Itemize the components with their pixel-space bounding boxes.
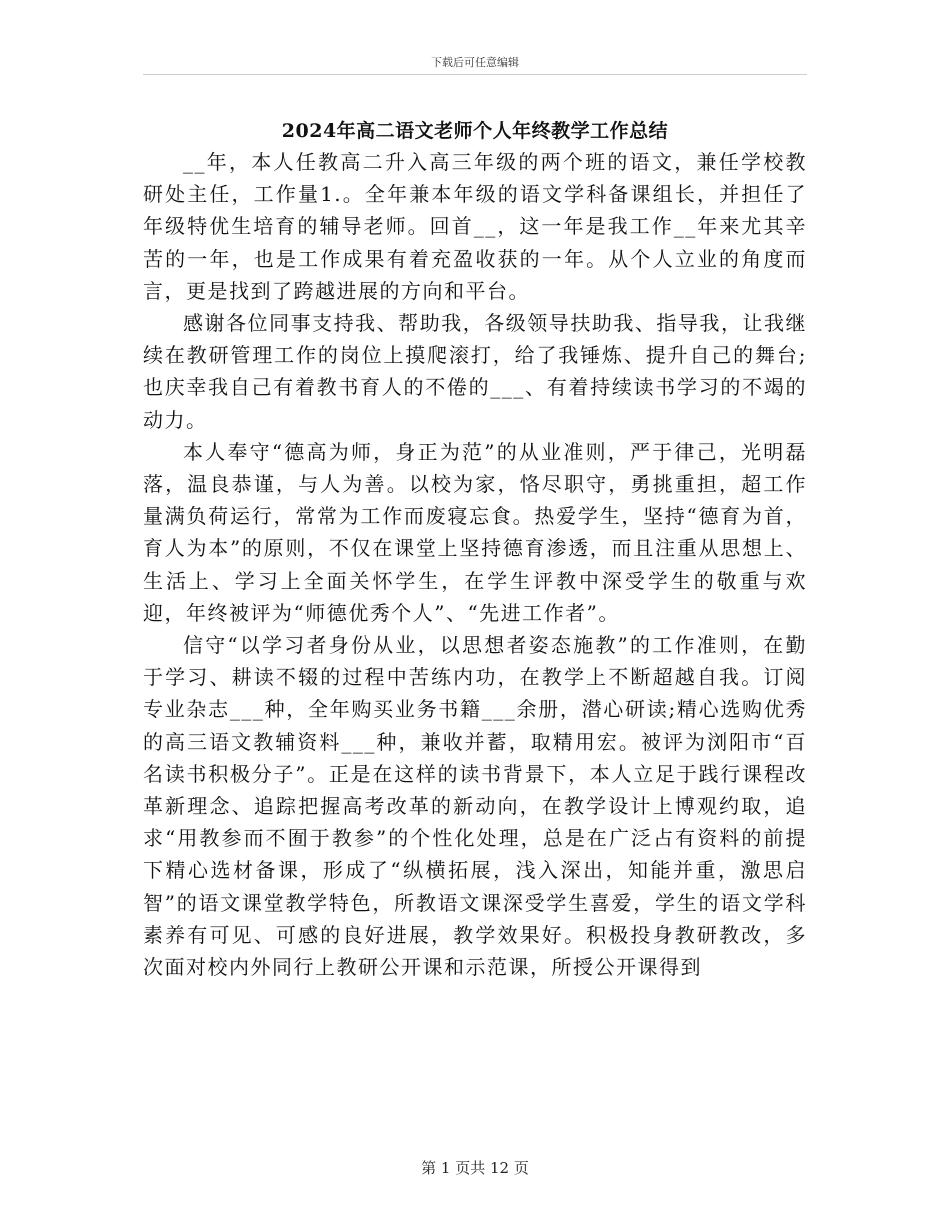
paragraph-1: __年，本人任教高二升入高三年级的两个班的语文，兼任学校教研处主任，工作量1.。全年兼本年级的语文学科备课组长，并担任了年级特优生培育的辅导老师。回首__，这一年是我工作__年来尤其辛苦的一年，也是工作成果有着充盈收获的一年。从个人立业的角度而言，更是找到了跨越进展的方向和平台。 [143, 150, 807, 303]
header-divider [143, 74, 807, 75]
header-note: 下载后可任意编辑 [431, 56, 519, 69]
page-number-footer: 第 1 页共 12 页 [421, 1159, 529, 1177]
paragraph-3: 本人奉守“德高为师，身正为范”的从业准则，严于律己，光明磊落，温良恭谨，与人为善。以校为家，恪尽职守，勇挑重担，超工作量满负荷运行，常常为工作而废寝忘食。热爱学生，坚持“德育为首，育人为本”的原则，不仅在课堂上坚持德育渗透，而且注重从思想上、生活上、学习上全面关怀学生，在学生评教中深受学生的敬重与欢迎，年终被评为“师德优秀个人”、“先进工作者”。 [143, 439, 807, 625]
document-title: 2024年高二语文老师个人年终教学工作总结 [281, 120, 669, 142]
paragraph-2: 感谢各位同事支持我、帮助我，各级领导扶助我、指导我，让我继续在教研管理工作的岗位上摸爬滚打，给了我锤炼、提升自己的舞台;也庆幸我自己有着教书育人的不倦的___、有着持续读书学习的不竭的动力。 [143, 311, 807, 432]
document-body [143, 146, 807, 983]
paragraph-4: 信守“以学习者身份从业，以思想者姿态施教”的工作准则，在勤于学习、耕读不辍的过程中苦练内功，在教学上不断超越自我。订阅专业杂志___种，全年购买业务书籍___余册，潜心研读;精心选购优秀的高三语文教辅资料___种，兼收并蓄，取精用宏。被评为浏阳市“百名读书积极分子”。正是在这样的读书背景下，本人立足于践行课程改革新理念、追踪把握高考改革的新动向，在教学设计上博观约取，追求“用教参而不囿于教参”的个性化处理，总是在广泛占有资料的前提下精心选材备课，形成了“纵横拓展，浅入深出，知能并重，激思启智”的语文课堂教学特色，所教语文课深受学生喜爱，学生的语文学科素养有可见、可感的良好进展，教学效果好。积极投身教研教改，多次面对校内外同行上教研公开课和示范课，所授公开课得到 [143, 633, 807, 980]
